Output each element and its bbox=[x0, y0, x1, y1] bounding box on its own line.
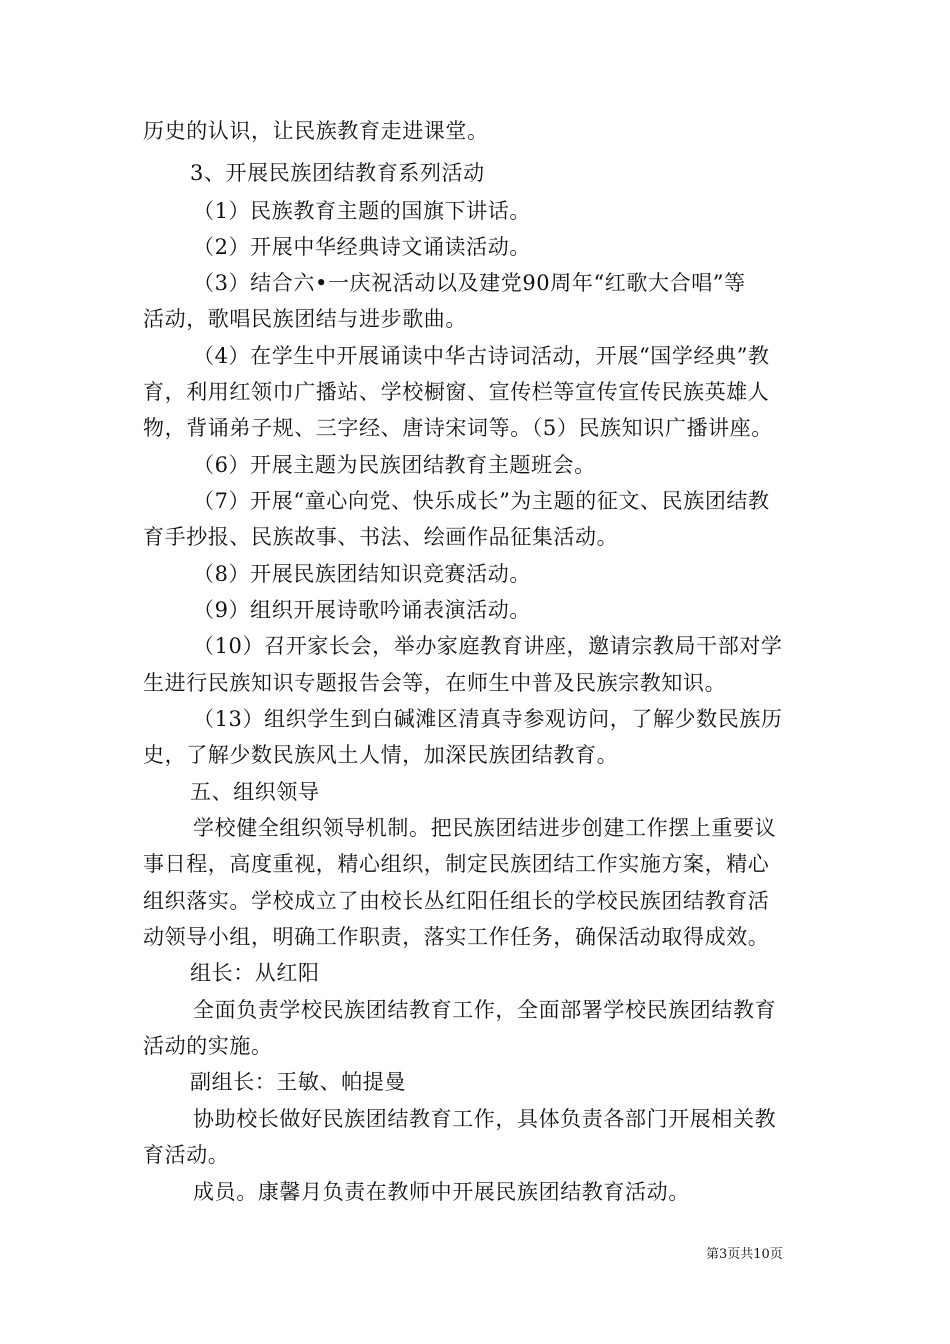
list-item: （2）开展中华经典诗文诵读活动。 bbox=[193, 235, 531, 259]
role-title: 组长：从红阳 bbox=[190, 961, 320, 985]
section-heading: 五、组织领导 bbox=[190, 780, 320, 804]
text-line: 育，利用红领巾广播站、学校橱窗、宣传栏等宣传宣传民族英雄人 bbox=[143, 380, 770, 404]
paragraph-line: 动领导小组，明确工作职责，落实工作任务，确保活动取得成效。 bbox=[143, 925, 770, 949]
list-item: （10）召开家长会，举办家庭教育讲座，邀请宗教局干部对学 bbox=[193, 634, 783, 658]
paragraph-line: 协助校长做好民族团结教育工作，具体负责各部门开展相关教 bbox=[193, 1107, 777, 1131]
list-item: （8）开展民族团结知识竞赛活动。 bbox=[193, 562, 531, 586]
paragraph-line: 成员。康馨月负责在教师中开展民族团结教育活动。 bbox=[193, 1180, 690, 1204]
role-title: 副组长：王敏、帕提曼 bbox=[190, 1070, 406, 1094]
list-item: （3）结合六•一庆祝活动以及建党90周年“红歌大合唱”等 bbox=[193, 271, 746, 295]
list-item: （7）开展“童心向党、快乐成长”为主题的征文、民族团结教 bbox=[193, 489, 770, 513]
list-item: （6）开展主题为民族团结教育主题班会。 bbox=[193, 453, 596, 477]
section-heading: 3、开展民族团结教育系列活动 bbox=[190, 161, 485, 185]
text-line: 活动，歌唱民族团结与进步歌曲。 bbox=[143, 307, 467, 331]
list-item: （9）组织开展诗歌吟诵表演活动。 bbox=[193, 598, 531, 622]
text-line: 育手抄报、民族故事、书法、绘画作品征集活动。 bbox=[143, 525, 619, 549]
paragraph-line: 事日程，高度重视，精心组织，制定民族团结工作实施方案，精心 bbox=[143, 852, 770, 876]
page-number: 第3页共10页 bbox=[706, 1247, 783, 1262]
list-item: （13）组织学生到白碱滩区清真寺参观访问，了解少数民族历 bbox=[193, 707, 783, 731]
text-line: 历史的认识，让民族教育走进课堂。 bbox=[143, 119, 489, 143]
paragraph-line: 活动的实施。 bbox=[143, 1034, 273, 1058]
paragraph-line: 组织落实。学校成立了由校长丛红阳任组长的学校民族团结教育活 bbox=[143, 889, 770, 913]
paragraph-line: 学校健全组织领导机制。把民族团结进步创建工作摆上重要议 bbox=[193, 816, 777, 840]
paragraph-line: 育活动。 bbox=[143, 1143, 230, 1167]
paragraph-line: 全面负责学校民族团结教育工作，全面部署学校民族团结教育 bbox=[193, 998, 777, 1022]
text-line: 生进行民族知识专题报告会等，在师生中普及民族宗教知识。 bbox=[143, 671, 727, 695]
list-item: （4）在学生中开展诵读中华古诗词活动，开展“国学经典”教 bbox=[193, 344, 770, 368]
text-line: 史，了解少数民族风土人情，加深民族团结教育。 bbox=[143, 743, 619, 767]
list-item: （1）民族教育主题的国旗下讲话。 bbox=[193, 199, 531, 223]
text-line: 物，背诵弟子规、三字经、唐诗宋词等。（5）民族知识广播讲座。 bbox=[143, 416, 773, 440]
